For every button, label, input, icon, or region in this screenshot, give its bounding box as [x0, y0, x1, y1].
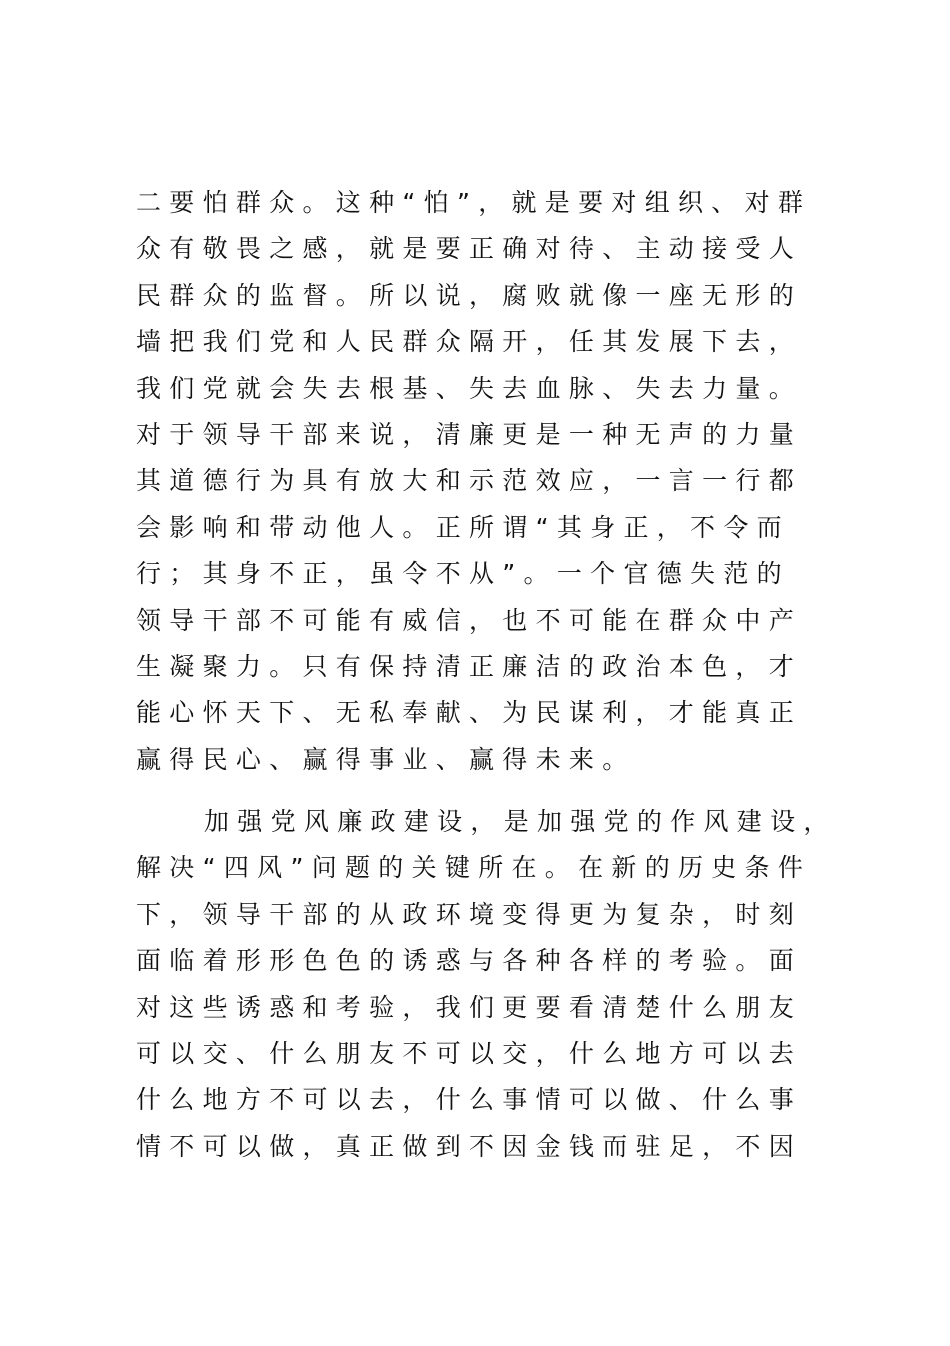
text-line: 众有敬畏之感，就是要正确对待、主动接受人	[136, 234, 803, 264]
text-line-indented: 加强党风廉政建设，是加强党的作风建设，	[204, 807, 837, 836]
text-line: 情不可以做，真正做到不因金钱而驻足，不因	[136, 1131, 803, 1161]
text-line: 其道德行为具有放大和示范效应，一言一行都	[136, 466, 803, 496]
text-line: 领导干部不可能有威信，也不可能在群众中产	[136, 605, 803, 635]
text-line: 能心怀天下、无私奉献、为民谋利，才能真正	[136, 698, 803, 728]
text-line: 民群众的监督。所以说，腐败就像一座无形的	[136, 280, 803, 310]
text-line: 解决“四风”问题的关键所在。在新的历史条件	[136, 853, 812, 883]
text-line: 什么地方不可以去，什么事情可以做、什么事	[136, 1085, 803, 1115]
text-line: 面临着形形色色的诱惑与各种各样的考验。面	[136, 946, 803, 976]
text-line: 对于领导干部来说，清廉更是一种无声的力量	[136, 419, 803, 449]
paragraph-1	[136, 180, 836, 783]
text-line: 二要怕群众。这种“怕”，就是要对组织、对群	[136, 188, 812, 217]
text-line: 生凝聚力。只有保持清正廉洁的政治本色，才	[136, 651, 803, 681]
text-line: 对这些诱惑和考验，我们更要看清楚什么朋友	[136, 992, 803, 1022]
text-line: 下，领导干部的从政环境变得更为复杂，时刻	[136, 899, 803, 929]
text-line: 我们党就会失去根基、失去血脉、失去力量。	[136, 373, 803, 403]
text-line: 赢得民心、赢得事业、赢得未来。	[136, 744, 636, 774]
text-line: 行；其身不正，虽令不从”。一个官德失范的	[136, 559, 790, 589]
paragraph-2	[136, 799, 836, 1170]
text-line: 墙把我们党和人民群众隔开，任其发展下去，	[136, 327, 803, 357]
text-line: 可以交、什么朋友不可以交，什么地方可以去	[136, 1038, 803, 1068]
text-line: 会影响和带动他人。正所谓“其身正，不令而	[136, 512, 790, 542]
